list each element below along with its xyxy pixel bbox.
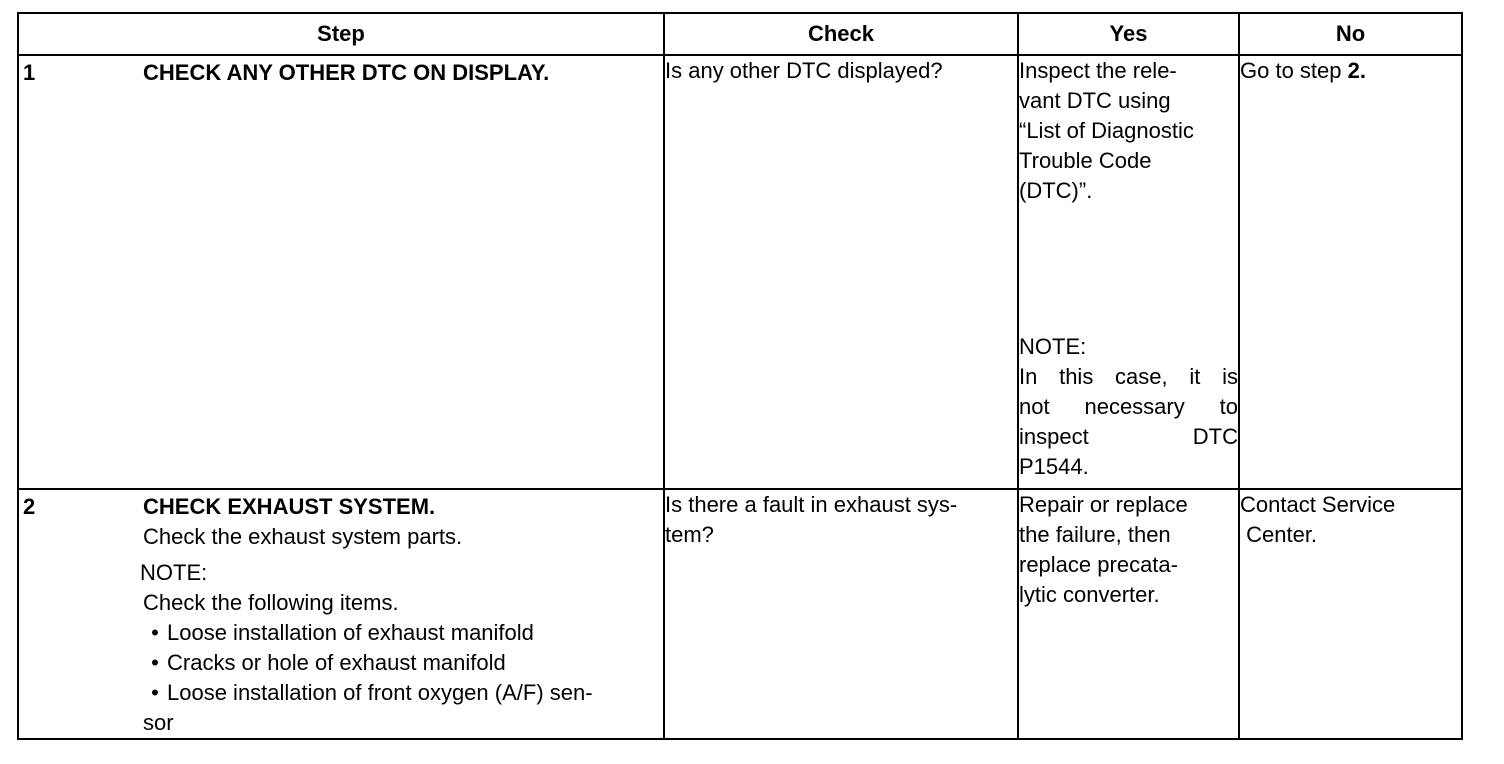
no-line: Contact Service (1240, 492, 1396, 517)
yes-line: the failure, then (1019, 522, 1171, 547)
list-item-text: Cracks or hole of exhaust manifold (167, 650, 506, 675)
header-yes: Yes (1018, 13, 1239, 55)
note-line: inspect DTC (1019, 424, 1238, 449)
yes-line: Trouble Code (1019, 148, 1152, 173)
step-number: 2 (23, 494, 36, 519)
list-item-text: Loose installation of exhaust manifold (167, 620, 534, 645)
step-reference: 2. (1347, 58, 1366, 83)
check-line: tem? (665, 522, 714, 547)
check-text: Is any other DTC displayed? (665, 58, 943, 83)
yes-line: lytic converter. (1019, 582, 1160, 607)
yes-line: replace precata- (1019, 552, 1178, 577)
note-intro: Check the following items. (143, 590, 399, 615)
list-item-text: Loose installation of front oxygen (A/F) sen- (167, 680, 593, 705)
note-line: not necessary to (1019, 394, 1238, 419)
bullet-icon: • (151, 650, 159, 675)
list-item (143, 678, 655, 708)
yes-cell (1018, 489, 1239, 739)
step-body: Check the exhaust system parts. (143, 524, 463, 549)
step-number: 1 (23, 60, 36, 85)
note-line: In this case, it is (1019, 364, 1238, 389)
header-step: Step (18, 13, 664, 55)
no-text: Go to step (1240, 58, 1348, 83)
note-line: P1544. (1019, 454, 1089, 479)
step-cell (18, 55, 664, 489)
bullet-icon: • (151, 680, 159, 705)
yes-cell (1018, 55, 1239, 489)
check-cell (664, 489, 1018, 739)
yes-line: (DTC)”. (1019, 178, 1093, 203)
header-no: No (1239, 13, 1462, 55)
check-line: Is there a fault in exhaust sys- (665, 492, 958, 517)
table-row (18, 55, 1462, 489)
yes-line: Repair or replace (1019, 492, 1188, 517)
list-item (143, 648, 655, 678)
note-label: NOTE: (140, 560, 208, 585)
yes-note (1019, 332, 1238, 482)
step-title: CHECK ANY OTHER DTC ON DISPLAY. (143, 60, 550, 85)
yes-line: vant DTC using (1019, 88, 1171, 113)
no-cell (1239, 55, 1462, 489)
list-item (143, 618, 655, 648)
check-cell (664, 55, 1018, 489)
no-line: Center. (1240, 522, 1318, 547)
header-row (18, 13, 1462, 55)
no-cell (1239, 489, 1462, 739)
diagnostic-table (17, 12, 1463, 740)
header-check: Check (664, 13, 1018, 55)
note-label: NOTE: (1019, 334, 1087, 359)
list-item-continuation: sor (143, 710, 174, 735)
yes-line: Inspect the rele- (1019, 58, 1177, 83)
yes-line: “List of Diagnostic (1019, 118, 1194, 143)
step-cell (18, 489, 664, 739)
bullet-icon: • (151, 620, 159, 645)
table-row (18, 489, 1462, 739)
step-title: CHECK EXHAUST SYSTEM. (143, 494, 436, 519)
